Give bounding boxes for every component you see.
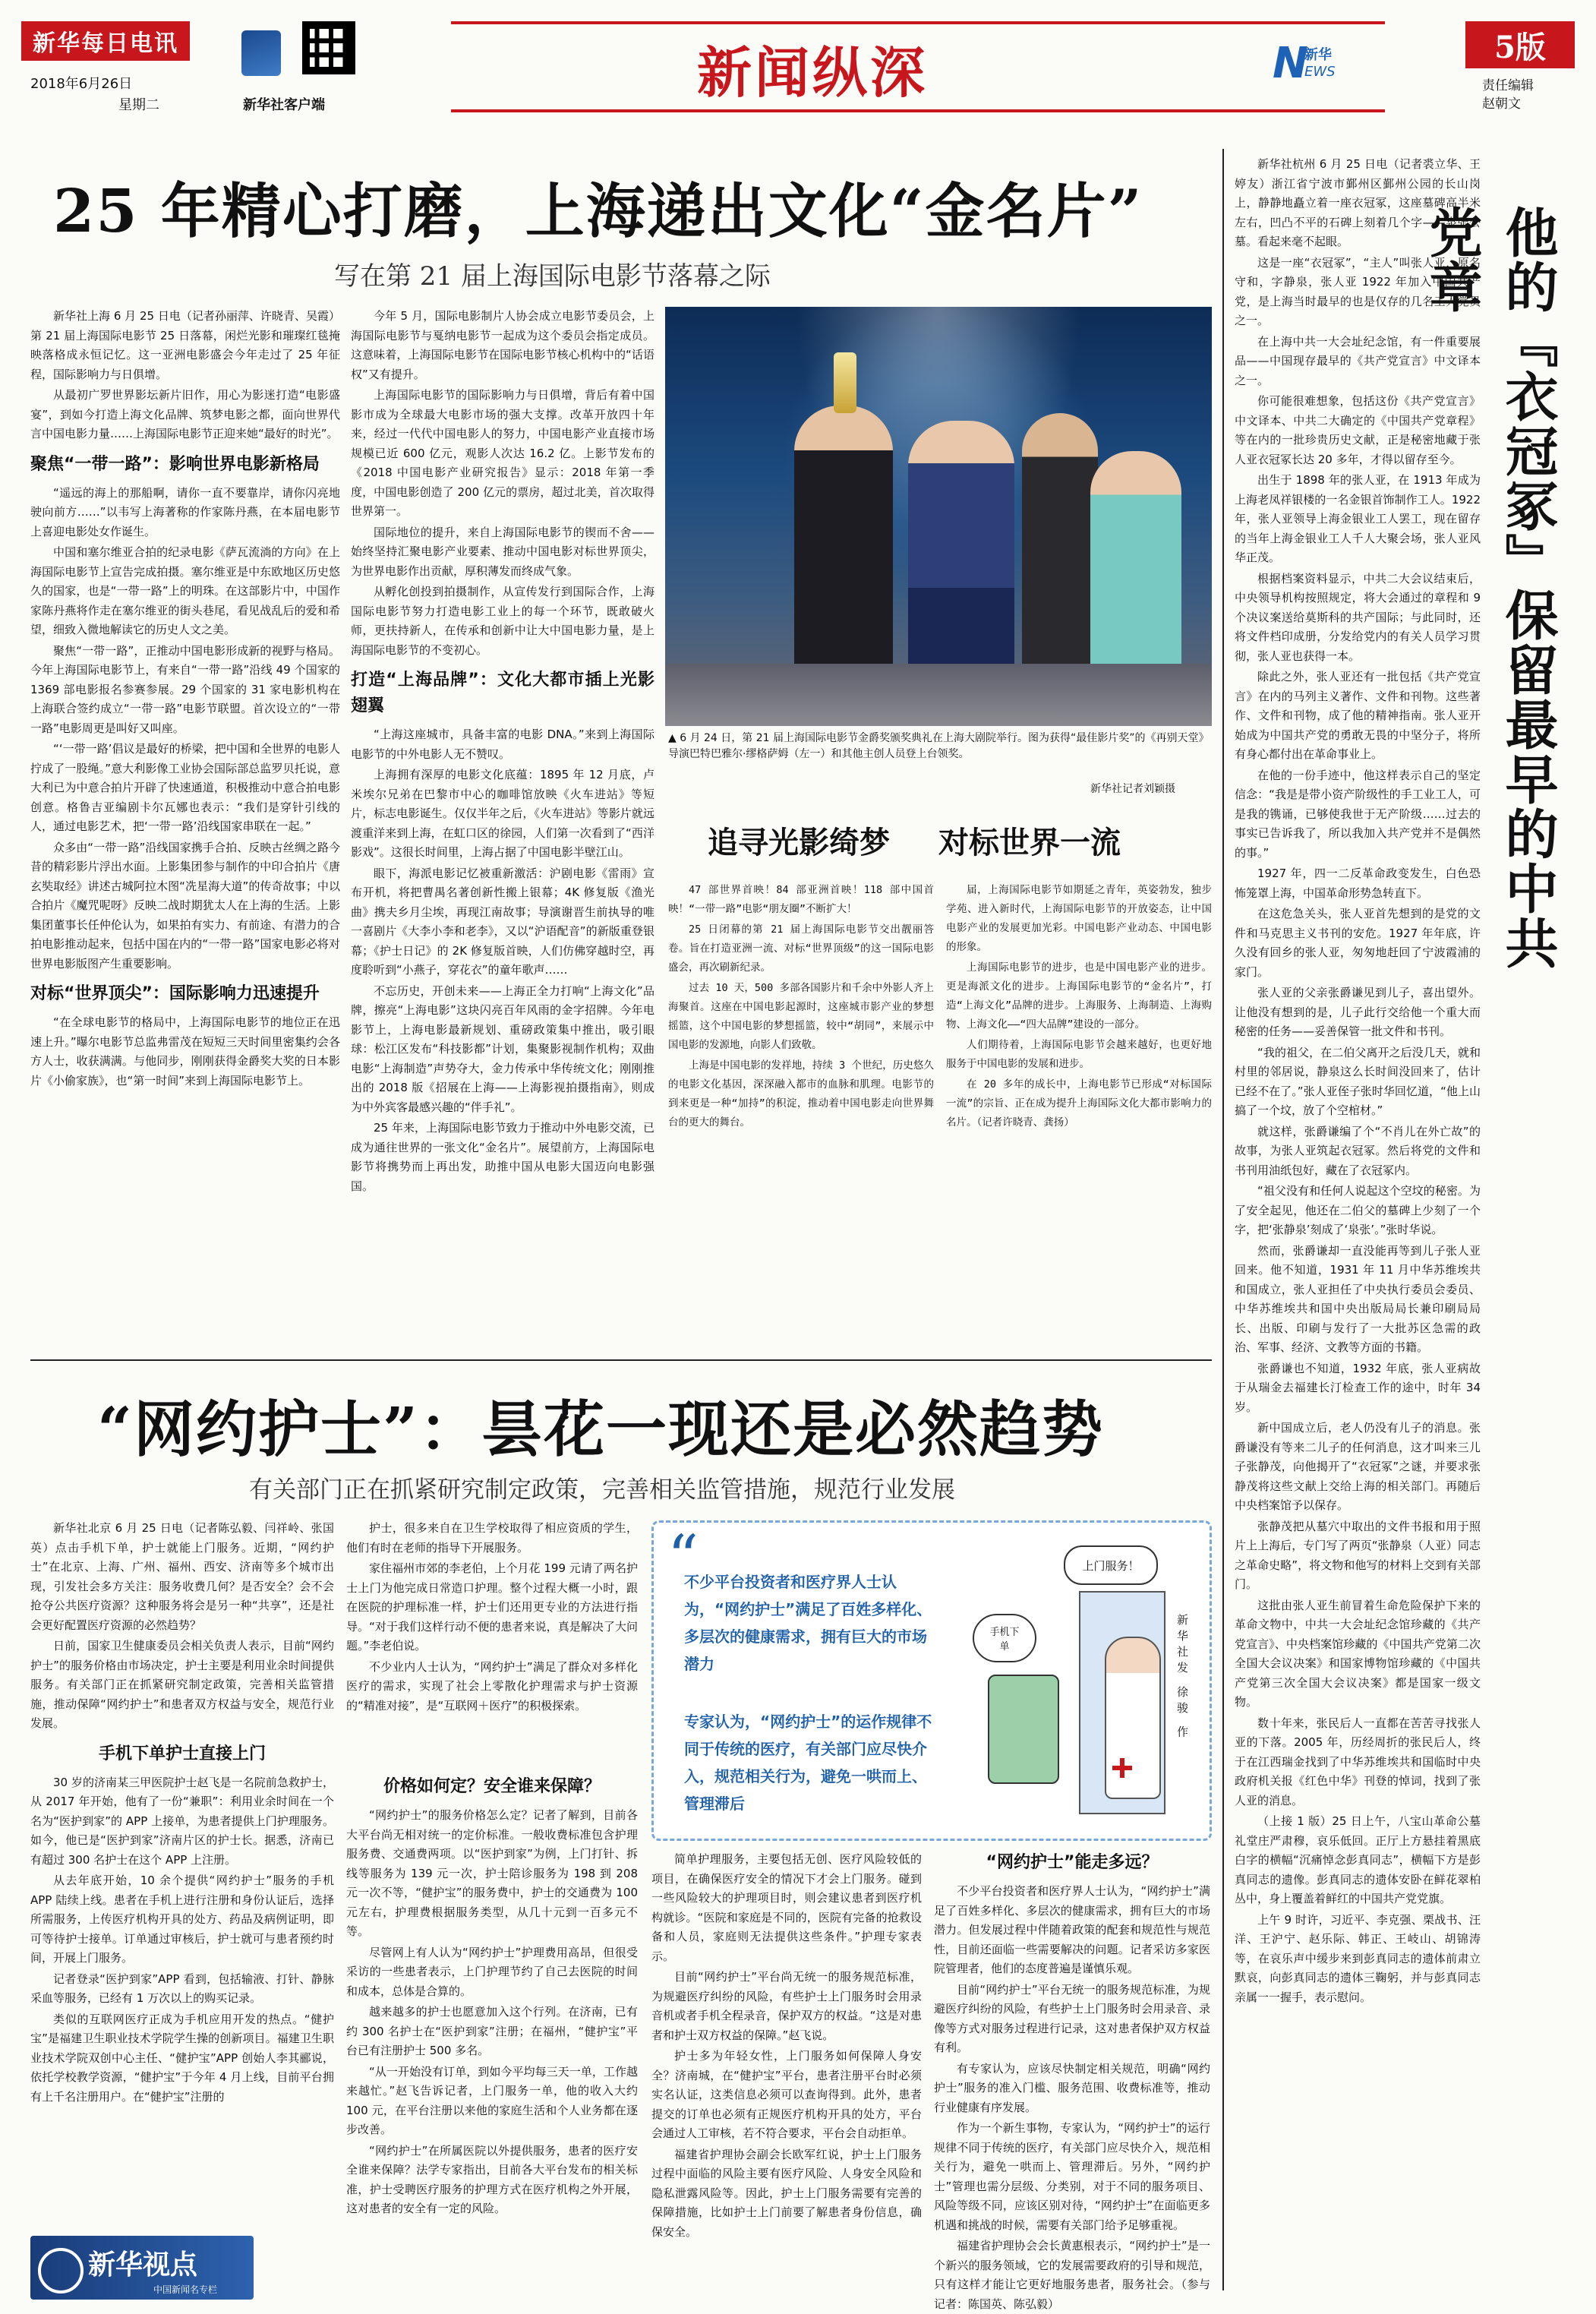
paragraph: 25 日闭幕的第 21 届上海国际电影节交出靓丽答卷。旨在打造亚洲一流、对标“世界顶级”的这一国际电影盛会，再次刷新纪录。 <box>668 923 934 974</box>
photo-caption-text: ▲ 6 月 24 日，第 21 届上海国际电影节金爵奖颁奖典礼在上海大剧院举行。图为获得“最佳影片奖”的《再别天堂》导演巴特巴雅尔·缪格萨姆（左一）和其他主创人员登上台领奖。 <box>668 732 1204 760</box>
paragraph: 上午 9 时许，习近平、李克强、栗战书、汪洋、王沪宁、赵乐际、韩正、王岐山、胡锦涛等，在哀乐声中缓步来到彭真同志的遗体前肃立默哀，向彭真同志的遗体三鞠躬，并与彭真同志亲属一一握手，表示慰问。 <box>1235 1912 1481 2004</box>
commentary-title-a: 追寻光影绮梦 <box>708 825 890 860</box>
paragraph: 日前，国家卫生健康委员会相关负责人表示，目前“网约护士”的服务价格由市场决定，护士主要是利用业余时间提供服务。有关部门正在抓紧研究制定政策，完善相关监管措施，推动保障“网约护士”和患者双方权益与安全，规范行业发展。 <box>30 1639 334 1730</box>
page-number-badge <box>1465 21 1575 68</box>
paragraph: 新华社北京 6 月 25 日电（记者陈弘毅、闫祥岭、张国英）点击手机下单，护士就能上门服务。近期，“网约护士”在北京、上海、广州、福州、西安、济南等多个城市出现，引发社会多方关注：服务收费几何？是否安全？会不会抢夺公共医疗资源？这种服务将会是另一种“共享”，还是社会更好配置医疗资源的必然趋势？ <box>30 1521 334 1632</box>
paragraph: 然而，张爵谦却一直没能再等到儿子张人亚回来。他不知道，1931 年 11 月中华苏维埃共和国成立，张人亚担任了中央执行委员会委员、中华苏维埃共和国中央出版局局长兼印刷局局长、出版、印刷与发行了一大批苏区急需的政治、军事、经济、文教等方面的书籍。 <box>1235 1243 1481 1354</box>
paragraph: 不少业内人士认为，“网约护士”满足了群众对多样化医疗的需求，实现了社会上零散化护理需求与护士资源的“精准对接”，是“互联网＋医疗”的积极探索。 <box>346 1659 638 1713</box>
paragraph: 眼下，海派电影记忆被重新激活：沪剧电影《雷雨》宣布开机，将把曹禺名著创新性搬上银幕；4K 修复版《渔光曲》携夫乡月尘埃，再现江南故事；导演谢晋生前执导的唯一喜剧片《大李小李和老李》，又以“沪语配音”的新版重登银幕；《护士日记》的 2K 修复版首映，人们仿佛穿越时空，再度聆听到“小燕子，穿花衣”的童年歌声…… <box>351 866 654 977</box>
article1-title: 25 年精心打磨，上海递出文化“金名片” <box>53 177 1143 246</box>
paragraph: 在上海中共一大会址纪念馆，有一件重要展品——中国现存最早的《共产党宣言》中文译本之一。 <box>1235 334 1481 387</box>
paragraph: 张静茂把从墓穴中取出的文件书报和用于照片上上海后，专门写了两页“张静泉（人亚）同志之革命史略”，将文物和他写的材料上交到有关部门。 <box>1235 1519 1481 1591</box>
paragraph: （上接 1 版）25 日上午，八宝山革命公墓礼堂庄严肃穆，哀乐低回。正厅上方悬挂着黑底白字的横幅“沉痛悼念彭真同志”，横幅下方是彭真同志的遗像。彭真同志的遗体安卧在鲜花翠柏丛中，身上覆盖着鲜红的中国共产党党旗。 <box>1235 1814 1481 1905</box>
quote-mark-icon: “ <box>667 1522 699 1593</box>
xinhua-app-icon <box>241 30 281 76</box>
paragraph: 除此之外，张人亚还有一批包括《共产党宣言》在内的马列主义著作、文件和刊物。这些著作、文件和刊物，成了他的精神指南。张人亚开始成为中国共产党的勇敢无畏的中坚分子，将所有身心都付出在革命事业上。 <box>1235 670 1481 761</box>
sidebar-title: 他的『衣冠冢』保留最早的中共党章 <box>1421 205 1560 971</box>
paragraph: 国际地位的提升，来自上海国际电影节的锲而不舍——始终坚持汇聚电影产业要素、推动中国电影对标世界顶尖，为世界电影作出贡献，厚积薄发而终成气象。 <box>351 525 654 578</box>
paragraph: 根据档案资料显示，中共二大会议结束后，中央领导机构按照规定，将大会通过的章程和 9 个决议案送给莫斯科的共产国际；与此同时，还将文件档印成册，分发给党内的有关人员学习贯彻，张人亚也获得一本。 <box>1235 571 1481 663</box>
paragraph: 福建省护理协会会长黄惠根表示，“网约护士”是一个新兴的服务领域，它的发展需要政府的引导和规范，只有这样才能让它更好地服务患者，服务社会。（参与记者：陈国英、陈弘毅） <box>934 2239 1210 2311</box>
red-cross-icon <box>1112 1758 1132 1778</box>
paragraph: “从一开始没有订单，到如今平均每三天一单，工作越来越忙。”赵飞告诉记者，上门服务一单，他的收入大约 100 元，在平台注册以来他的家庭生活和个人业务都在逐步改善。 <box>346 2064 638 2136</box>
paragraph: 数十年来，张民后人一直都在苦苦寻找张人亚的下落。2005 年，历经周折的张民后人，终于在江西瑞金找到了中华苏维埃共和国临时中央政府机关报《红色中华》刊登的悼词，找到了张人亚的消息。 <box>1235 1716 1481 1807</box>
app-label: 新华社客户端 <box>243 97 325 113</box>
paragraph: 人们期待着，上海国际电影节会越来越好，也更好地服务于中国电影的发展和进步。 <box>946 1039 1212 1070</box>
paragraph: 目前“网约护士”平台尚无统一的服务规范标准，为规避医疗纠纷的风险，有些护士上门服务时会用录音机或者手机全程录音，保护双方的权益。“这是对患者和护士双方权益的保障。”赵飞说。 <box>651 1970 922 2042</box>
paragraph: 护士多为年轻女性，上门服务如何保障人身安全？济南城，在“健护宝”平台，患者注册平台时必须实名认证，这类信息必须可以查询得到。此外，患者提交的订单也必须有正规医疗机构开具的处方，平台会通过人工审核，若不符合要求，平台会自动拒单。 <box>651 2049 922 2140</box>
article2-column-2b <box>346 1766 638 2298</box>
paragraph: “网约护士”在所属医院以外提供服务，患者的医疗安全谁来保障？法学专家指出，目前各大平台发布的相关标准，护士受聘医疗服务的护理方式在医疗机构之外开展，这对患者的安全有一定的风险。 <box>346 2143 638 2215</box>
paragraph: “祖父没有和任何人说起这个空坟的秘密。为了安全起见，他还在二伯父的墓碑上少刻了一个字，把‘张静泉’刻成了‘泉张’。”张时华说。 <box>1235 1184 1481 1236</box>
paragraph: 简单护理服务，主要包括无创、医疗风险较低的项目，在确保医疗安全的情况下才会上门服务。碰到一些风险较大的护理项目时，则会建议患者到医疗机构就诊。“医院和家庭是不同的，医院有完备的抢救设备和人员，家庭则无法提供这些条件。”护理专家表示。 <box>651 1852 922 1963</box>
paragraph: 从孵化创投到拍摄制作，从宣传发行到国际合作，上海国际电影节努力打造电影工业上的每一个环节，既敢破火师，更扶持新人，在传承和创新中让大中国电影力量，是上海国际电影节的不变初心。 <box>351 585 654 657</box>
paragraph: 出生于 1898 年的张人亚，在 1913 年成为上海老凤祥银楼的一名金银首饰制作工人。1922 年，张人亚领导上海金银业工人罢工，现在留存的当年上海金银业工人千人大聚会场，张人亚风华正茂。 <box>1235 473 1481 564</box>
subheading: “网约护士”能走多远？ <box>986 1853 1159 1872</box>
issue-weekday: 星期二 <box>118 97 159 113</box>
paragraph: 届，上海国际电影节如期延之青年，英姿勃发，独步学苑、进入新时代，上海国际电影节的开放姿态，让中国电影产业的发展更加光彩。中国电影产业动态、中国电影的形象。 <box>946 884 1212 953</box>
editor-label: 责任编辑 <box>1482 78 1534 93</box>
paragraph: “遥远的海上的那船啊，请你一直不要靠岸，请你闪亮地驶向前方……”以韦写上海著称的作家陈丹燕，在本届电影节上喜迎电影处女作诞生。 <box>30 485 340 538</box>
article-divider <box>30 1359 1212 1361</box>
commentary-column-2 <box>946 881 1212 1349</box>
issue-date: 2018年6月26日 <box>30 76 133 92</box>
paragraph: 聚焦“一带一路”，正推动中国电影形成新的视野与格局。今年上海国际电影节上，有来自“一带一路”沿线 49 个国家的 1369 部电影报名参赛参展。29 个国家的 31 家电影机构在上海联合签约成立“一带一路”电影节联盟。首次设立的“一带一路”电影周更是叫好又叫座。 <box>30 643 340 735</box>
paragraph: 新华社上海 6 月 25 日电（记者孙丽萍、许晓青、吴霞）第 21 届上海国际电影节 25 日落幕，闲烂光影和璀璨红毯掩映落格成永恒记忆。这一亚洲电影盛会今年走过了 25 年征程，国际影响力与日俱增。 <box>30 309 340 381</box>
sidebar-divider <box>1222 149 1224 2290</box>
paragraph: 越来越多的护士也愿意加入这个行列。在济南，已有约 300 名护士在“医护到家”注册；在福州，“健护宝”平台已有注册护士 500 多名。 <box>346 2005 638 2057</box>
viewpoint-logo-sub: 中国新闻名专栏 <box>153 2284 218 2295</box>
paragraph: 不少平台投资者和医疗界人士认为，“网约护士”满足了百姓多样化、多层次的健康需求，拥有巨大的市场潜力。但发展过程中伴随着政策的配套和规范性与规范性，目前还面临一些需要解决的问题。记者采访多家医院管理者，他们的态度普遍是谨慎乐观。 <box>934 1884 1210 1975</box>
paragraph: 从最初广罗世界影坛新片旧作，用心为影迷打造“电影盛宴”，到如今打造上海文化品牌、筑梦电影之都，面向世界代言中国电影力量……上海国际电影节正迎来她“最好的时光”。 <box>30 388 340 440</box>
article2-column-2 <box>346 1519 638 1762</box>
article1-subtitle: 写在第 21 届上海国际电影节落幕之际 <box>334 261 771 292</box>
paragraph: “在全球电影节的格局中，上海国际电影节的地位正在迅速上升。”曝尔电影节总监弗雷茂在短短三天时间里密集约会各方人士，收获满满。与他同步，刚刚获得金爵奖大奖的日本影片《小偷家族》，也“第一时间”来到上海国际电影节上。 <box>30 1015 340 1088</box>
subheading: 价格如何定？安全谁来保障？ <box>383 1777 601 1796</box>
paragraph: 在 20 多年的成长中，上海电影节已形成“对标国际一流”的宗旨、正在成为提升上海国际文化大都市影响力的名片。（记者许晓青、龚扬） <box>946 1078 1212 1129</box>
trophy-icon <box>834 352 856 413</box>
paragraph: 家住福州市郊的李老伯，上个月花 199 元请了两名护士上门为他完成日常造口护理。整个过程大概一小时，跟在医院的护理标准一样，护士们还用更专业的方法进行指导。“对于我们这样行动不便的患者来说，真是解决了大问题。”李老伯说。 <box>346 1561 638 1653</box>
speech-bubble <box>1064 1545 1158 1585</box>
paragraph: 目前“网约护士”平台无统一的服务规范标准，为规避医疗纠纷的风险，有些护士上门服务时会用录音、录像等方式对服务过程进行记录，这对患者保护双方权益有利。 <box>934 1982 1210 2054</box>
photo-caption <box>668 731 1209 762</box>
paragraph: 25 年来，上海国际电影节致力于推动中外电影交流，已成为通往世界的一张文化“金名片”。展望前方，上海国际电影节将携势而上再出发，助推中国从电影大国迈向电影强国。 <box>351 1121 654 1193</box>
article1-column-2 <box>351 307 654 1352</box>
award-ceremony-photo <box>665 307 1212 726</box>
article1-column-1 <box>30 307 340 1352</box>
commentary-title-b: 对标世界一流 <box>938 825 1121 860</box>
paragraph: 记者登录“医护到家”APP 看到，包括输液、打针、静脉采血等服务，已经有 1 万次以上的购买记录。 <box>30 1971 334 2005</box>
stage-floor <box>665 664 1212 726</box>
article2-title: “网约护士”：昙花一现还是必然趋势 <box>97 1394 1105 1465</box>
paragraph: 47 部世界首映！84 部亚洲首映！118 部中国首映！“一带一路”电影“朋友圈”不断扩大！ <box>668 884 934 915</box>
cartoon-quote-2: 专家认为，“网约护士”的运作规律不同于传统的医疗，有关部门应尽快介入，规范相关行为，避免一哄而上、管理滞后 <box>684 1713 932 1813</box>
paragraph: 作为一个新生事物，专家认为，“网约护士”的运行规律不同于传统的医疗，有关部门应尽快介入，规范相关行为，避免一哄而上、管理滞后。另外，“网约护士”管理也需分层级、分类别，对于不同的服务项目、风险等级不同，应该区别对待，“网约护士”在面临更多机遇和挑战的时候，需要有关部门给予足够重视。 <box>934 2121 1210 2232</box>
paragraph: 这是一座“衣冠冢”，“主人”叫张人亚，原名守和，字静泉，张人亚 1922 年加入中国共产党，是上海当时最早的也是仅存的几名工人党员之一。 <box>1235 255 1481 327</box>
subheading: 打造“上海品牌”：文化大都市插上光影翅翼 <box>351 671 654 715</box>
paragraph: 上海拥有深厚的电影文化底蕴：1895 年 12 月底，卢米埃尔兄弟在巴黎市中心的咖啡馆放映《火车进站》等短片，标志电影诞生。仅仅半年之后，《火车进站》等影片就远渡重洋来到上海，在虹口区的徐园，人们第一次看到了“西洋影戏”。这很长时间里，上海占据了中国电影半壁江山。 <box>351 768 654 859</box>
paragraph: 福建省护理协会副会长欧军红说，护士上门服务过程中面临的风险主要有医疗风险、人身安全风险和隐私泄露风险等。因此，护士上门服务需要有完善的保障措施，比如护士上门前要了解患者身份信息，确保安全。 <box>651 2147 922 2239</box>
cartoon-box <box>651 1520 1212 1841</box>
paragraph: 新华社杭州 6 月 25 日电（记者裘立华、王婷友）浙江省宁波市鄞州区鄞州公园的长山岗上，静静地矗立着一座衣冠冢，这座墓碑高半米左右，凹凸不平的石碑上刻着几个字——泉张公墓。看起来毫不起眼。 <box>1235 157 1481 248</box>
paragraph: 张爵谦也不知道，1932 年底，张人亚病故于从瑞金去福建长汀检查工作的途中，时年 34 岁。 <box>1235 1361 1481 1414</box>
page-number: 5版 <box>1494 29 1546 65</box>
phone-label-text: 手机下单 <box>989 1627 1020 1653</box>
paragraph: 尽管网上有人认为“网约护士”护理费用高昂，但很受采访的一些患者表示，上门护理节约了自己去医院的时间和成本，总体是合算的。 <box>346 1945 638 1998</box>
xinhua-viewpoint-logo <box>30 2236 254 2300</box>
paragraph: 就这样，张爵谦编了个“不肖儿在外亡故”的故事，为张人亚筑起衣冠冢。然后将党的文件和书刊用油纸包好，藏在了衣冠冢内。 <box>1235 1124 1481 1177</box>
photo-credit: 新华社记者刘颖摄 <box>1090 783 1175 795</box>
subheading: 聚焦“一带一路”：影响世界电影新格局 <box>30 454 320 474</box>
paragraph: 在这危急关头，张人亚首先想到的是党的文件和马克思主义书刊的安危。1927 年年底，许久没有回乡的张人亚，匆匆地赶回了宁波霞浦的家门。 <box>1235 907 1481 979</box>
paragraph: “上海这座城市，具备丰富的电影 DNA。”来到上海国际电影节的中外电影人无不赞叹。 <box>351 728 654 761</box>
paragraph: “‘一带一路’倡议是最好的桥梁，把中国和全世界的电影人拧成了一股绳。”意大利影像工业协会国际部总监罗贝托说，意大利已为中意合拍片开辟了快速通道，积极推动中意合拍电影创意。格鲁吉亚编剧卡尔瓦娜也表示：“我们是穿针引线的人，通过电影艺术，把‘一带一路’沿线国家串联在一起。” <box>30 742 340 833</box>
sidebar-column <box>1235 155 1481 2281</box>
viewpoint-emblem-icon <box>38 2248 84 2293</box>
paragraph: 今年 5 月，国际电影制片人协会成立电影节委员会，上海国际电影节与戛纳电影节一起成为这个委员会指定成员。这意味着，上海国际电影节在国际电影节核心机构中的“话语权”又有提升。 <box>351 309 654 381</box>
qr-code-icon <box>302 21 355 74</box>
paragraph: 30 岁的济南某三甲医院护士赵飞是一名院前急救护士，从 2017 年开始，他有了一份“兼职”：利用业余时间在一个名为“医护到家”的 APP 上接单，为患者提供上门护理服务。如今，他已是“医护到家”济南片区的护士长。据悉，济南已有超过 300 名护士在这个 APP 上注册。 <box>30 1775 334 1867</box>
phone-label-bubble <box>973 1614 1036 1662</box>
editor-name: 赵朝文 <box>1482 96 1521 112</box>
paragraph: 你可能很难想象，包括这份《共产党宣言》中文译本、中共二大确定的《中国共产党章程》等在内的一批珍贵历史文献，正是秘密地藏于张人亚衣冠冢长达 20 多年，才得以留存至今。 <box>1235 394 1481 466</box>
cartoon-quote-1: 不少平台投资者和医疗界人士认为，“网约护士”满足了百姓多样化、多层次的健康需求，拥有巨大的市场潜力 <box>684 1573 932 1673</box>
article2-column-3 <box>651 1850 922 2298</box>
paragraph: 众多由“一带一路”沿线国家携手合拍、反映古丝绸之路今昔的精彩影片浮出水面。上影集团参与制作的中印合拍片《唐玄奘取经》讲述古城阿拉木图“冼星海大道”的传奇故事；中以合拍片《魔咒呢呀》反映二战时期犹太人在上海的生活。上影集团董事长任仲伦认为，如果拍有实力、有前途、有潜力的合拍电影推动起来，包括中国在内的“一带一路”国家电影必将对世界电影版图产生重要影响。 <box>30 840 340 971</box>
brand-badge <box>21 21 190 61</box>
paragraph: 在他的一份手迹中，他这样表示自己的坚定信念：“我是是带小资产阶级性的手工业工人，可是我的镌诵，已够使我世于无产阶级……过去的事实已告诉我了，所以我加入共产党并不是偶然的事。” <box>1235 768 1481 860</box>
speech-bubble-text: 上门服务！ <box>1082 1558 1140 1573</box>
paragraph: 不忘历史，开创未来——上海正全力打响“上海文化”品牌，擦亮“上海电影”这块闪亮百年风雨的金字招牌。今年电影节上，上海电影最新规划、重磅政策集中推出，吸引眼球：松江区发布“科技影都”计划，集聚影视制作机构；双曲电影“上海制造”声势夺大，金力传承中华传统文化；刚刚推出的 2018 版《招展在上海——上海影视拍摄指南》，则成为中外宾客最感兴趣的“伴手礼”。 <box>351 983 654 1114</box>
paragraph: “网约护士”的服务价格怎么定？记者了解到，目前各大平台尚无相对统一的定价标准。一般收费标准包含护理服务费、交通费两项。以“医护到家”为例，上门打针、拆线等服务为 139 元一次，护士陪诊服务为 198 到 208 元一次不等，“健护宝”的服务费中，护士的交通费为 100 元左右，护理费根据服务类型，从几十元到一百多元不等。 <box>346 1808 638 1938</box>
paragraph: 上海是中国电影的发祥地，持续 3 个世纪，历史悠久的电影文化基因，深深融入都市的血脉和肌理。电影节的到来更是一种“加持”的积淀，推动着中国电影走向世界舞台的更大的舞台。 <box>668 1059 934 1129</box>
commentary-column-1 <box>668 881 934 1349</box>
paragraph: 张人亚的父亲张爵谦见到儿子，喜出望外。让他没有想到的是，儿子此行交给他一个重大而秘密的任务——妥善保管一批文件和书刊。 <box>1235 986 1481 1038</box>
news-logo-n-icon: N <box>1273 39 1308 88</box>
paragraph: 过去 10 天，500 多部各国影片和千余中外影人齐上海聚首。这座在中国电影起源时，这座城市影产业的梦想摇篮，这个中国电影的梦想摇篮，较中“胡同”，来展示中国电影的发源地，向影人们致敬。 <box>668 982 934 1051</box>
news-logo-ews: EWS <box>1304 64 1336 80</box>
section-title: 新闻纵深 <box>696 40 928 105</box>
paragraph: 类似的互联网医疗正成为手机应用开发的热点。“健护宝”是福建卫生职业技术学院学生操的创新项目。福建卫生职业技术学院双创中心主任、“健护宝”APP 创始人李其郦说，依托学校教学资源，“健护宝”于今年 4 月上线，目前平台拥有上千名注册用户。在“健护宝”注册的 <box>30 2012 334 2104</box>
paragraph: “我的祖父，在二伯父离开之后没几天，就和村里的邻居说，静泉这么长时间没回来了，估计已经不在了。”张人亚侄子张时华回忆道，“他上山搞了一个坟，放了个空棺材。” <box>1235 1045 1481 1117</box>
hand-phone-icon <box>988 1675 1059 1784</box>
cartoon-author: 新华社发 徐骏 作 <box>1175 1614 1189 1742</box>
subheading: 手机下单护士直接上门 <box>98 1744 266 1763</box>
news-logo-text: 新华 <box>1304 47 1332 63</box>
paragraph: 护士，很多来自在卫生学校取得了相应资质的学生，他们有时在老师的指导下开展服务。 <box>346 1521 638 1555</box>
paragraph: 上海国际电影节的进步，也是中国电影产业的进步。更是海派文化的进步。上海国际电影节的“金名片”，打造“上海文化”品牌的进步。上海服务、上海制造、上海购物、上海文化——“四大品牌”建设的一部分。 <box>946 961 1212 1031</box>
paragraph: 中国和塞尔维亚合拍的纪录电影《萨瓦流淌的方向》在上海国际电影节上宣告完成拍摄。塞尔维亚是中东欧地区历史悠久的国家，也是“一带一路”上的明珠。在这部影片中，中国作家陈丹燕将作走在塞尔维亚的街头巷尾，看见战乱后的爱和希望，细致入微地解读它的历史人文之美。 <box>30 545 340 636</box>
subheading: 对标“世界顶尖”：国际影响力迅速提升 <box>30 984 320 1003</box>
paragraph: 新中国成立后，老人仍没有儿子的消息。张爵谦没有等来二儿子的任何消息，这才叫来三儿子张静茂，向他揭开了“衣冠冢”之谜，并要求张静茂将这些文献上交给上海的相关部门。再随后中央档案馆予以保存。 <box>1235 1421 1481 1512</box>
paragraph: 上海国际电影节的国际影响力与日俱增，背后有着中国影市成为全球最大电影市场的强大支撑。改革开放四十年来，经过一代代中国电影人的努力，中国电影产业直接市场规模已近 600 亿元，观影人次达 16.2 亿。上影节发布的《2018 中国电影产业研究报告》显示：2018 年第一季度，中国电影创造了 200 亿元的票房，超过北美，首次取得世界第一。 <box>351 388 654 518</box>
paragraph: 从去年底开始，10 余个提供“网约护士”服务的手机 APP 陆续上线。患者在手机上进行注册和身份认证后，选择所需服务，上传医疗机构开具的处方、药品及病例证明，即可等待护士接单。订单通过审核后，护士就可与患者预约时间，开展上门服务。 <box>30 1874 334 1965</box>
news-logo <box>1273 39 1364 93</box>
paragraph: 有专家认为，应该尽快制定相关规范，明确“网约护士”服务的准入门槛、服务范围、收费标准等，推动行业健康有序发展。 <box>934 2061 1210 2114</box>
brand-name: 新华每日电讯 <box>33 30 178 57</box>
paragraph: 这批由张人亚生前冒着生命危险保护下来的革命文物中，中共一大会址纪念馆珍藏的《共产党宣言》、中央档案馆珍藏的《中国共产党第二次全国大会议决案》和国家博物馆珍藏的《中国共产党第三次全国大会议决案》都是国家一级文物。 <box>1235 1598 1481 1709</box>
article2-subtitle: 有关部门正在抓紧研究制定政策，完善相关监管措施，规范行业发展 <box>249 1476 955 1504</box>
article2-column-4 <box>934 1850 1210 2311</box>
article2-column-1 <box>30 1519 334 2233</box>
viewpoint-logo-text: 新华视点 <box>88 2249 198 2281</box>
paragraph: 1927 年，四一二反革命政变发生，白色恐怖笼罩上海，中国革命形势急转直下。 <box>1235 867 1481 900</box>
